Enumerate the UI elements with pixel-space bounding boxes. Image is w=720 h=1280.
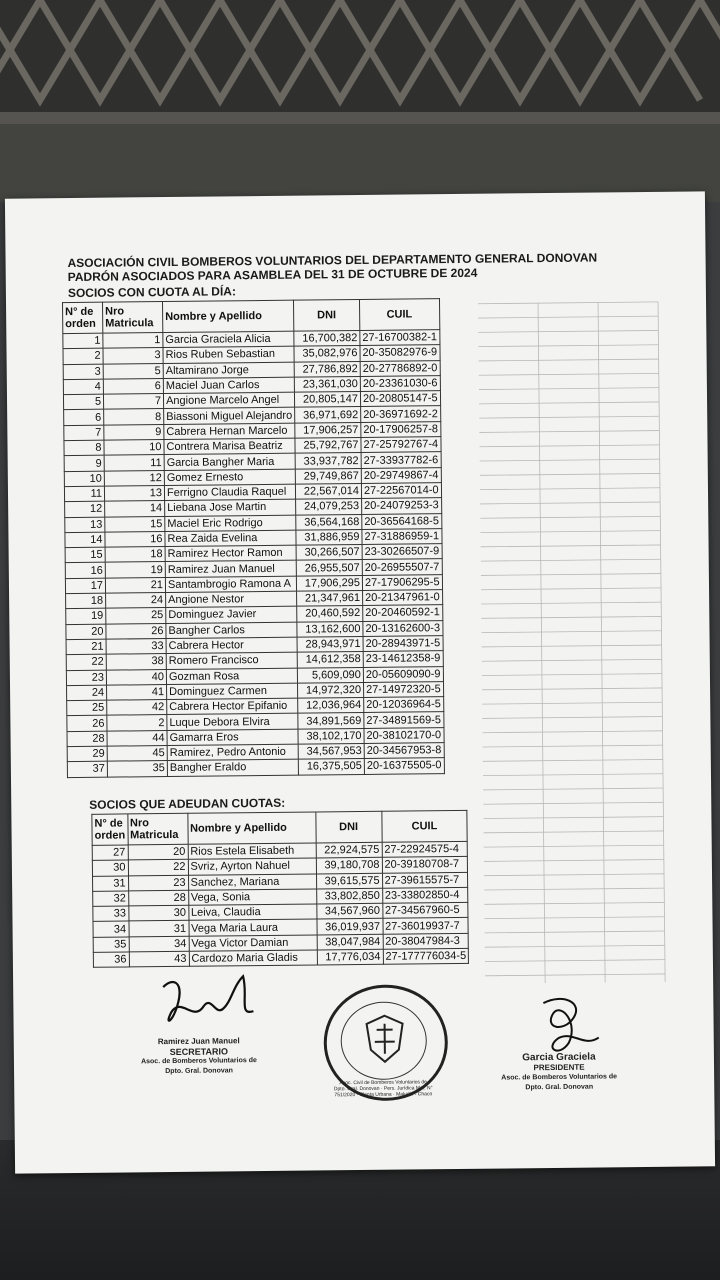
cell-cuil: 27-22924575-4 (382, 841, 468, 857)
table-row (67, 758, 444, 777)
cell-name: Biassoni Miguel Alejandro (164, 408, 295, 425)
faint-ruled-grid (478, 292, 685, 994)
cell-name: Vega, Sonia (188, 889, 316, 906)
org-title: ASOCIACIÓN CIVIL BOMBEROS VOLUNTARIOS DEL DEPARTAMENTO GENERAL DONOVAN (67, 250, 598, 271)
cell-dni: 5,609,090 (297, 667, 363, 683)
col-header-name: Nombre y Apellido (162, 300, 293, 332)
cell-cuil: 20-24079253-3 (362, 498, 442, 514)
cell-order: 24 (67, 685, 107, 701)
cell-order: 1 (63, 333, 103, 349)
cell-order: 36 (93, 952, 129, 968)
cell-dni: 36,019,937 (317, 919, 383, 935)
cell-name: Rios Ruben Sebastian (163, 346, 294, 363)
cell-dni: 38,102,170 (298, 728, 364, 744)
cell-matricula: 38 (106, 654, 166, 670)
cell-name: Cardozo Maria Gladis (189, 950, 317, 967)
cell-name: Ramirez, Pedro Antonio (167, 744, 298, 761)
cell-name: Bangher Carlos (166, 622, 297, 639)
cell-order: 8 (64, 440, 104, 456)
cell-name: Angione Marcelo Angel (163, 392, 294, 409)
cell-cuil: 20-16375505-0 (364, 758, 444, 774)
president-name: Garcia Graciela (522, 1051, 596, 1064)
cell-dni: 27,786,892 (294, 361, 360, 377)
cell-matricula: 1 (103, 333, 163, 349)
cell-order: 19 (66, 609, 106, 625)
cell-name: Vega Victor Damian (189, 935, 317, 952)
cell-matricula: 28 (128, 890, 188, 906)
metal-gate-background (0, 0, 720, 200)
cell-order: 12 (65, 501, 105, 517)
cell-order: 9 (64, 456, 104, 472)
cell-matricula: 11 (104, 455, 164, 471)
cell-name: Bangher Eraldo (167, 759, 298, 776)
cell-order: 5 (63, 394, 103, 410)
cell-matricula: 5 (103, 363, 163, 379)
cell-order: 20 (66, 624, 106, 640)
table-members-in-debt (91, 810, 469, 968)
cell-matricula: 34 (129, 936, 189, 952)
cell-cuil: 20-05609090-9 (363, 666, 443, 682)
cell-dni: 30,266,507 (296, 545, 362, 561)
cell-dni: 36,971,692 (295, 407, 361, 423)
cell-cuil: 20-35082976-9 (360, 345, 440, 361)
secretary-org: Asoc. de Bomberos Voluntarios de Dpto. Gral. Donovan (141, 1057, 257, 1076)
cell-cuil: 20-12036964-5 (364, 697, 444, 713)
cell-dni: 34,567,953 (298, 743, 364, 759)
cell-order: 23 (66, 670, 106, 686)
cell-order: 26 (67, 716, 107, 732)
cell-order: 37 (67, 761, 107, 777)
cell-name: Gozman Rosa (166, 668, 297, 685)
cell-name: Sanchez, Mariana (188, 874, 316, 891)
cell-order: 6 (64, 410, 104, 426)
cell-cuil: 27-17906295-5 (362, 574, 442, 590)
cell-cuil: 20-13162600-3 (363, 620, 443, 636)
cell-cuil: 20-29749867-4 (361, 467, 441, 483)
cell-order: 2 (63, 348, 103, 364)
handwritten-signature-left (153, 966, 264, 1047)
cell-cuil: 23-33802850-4 (382, 887, 468, 903)
cell-order: 10 (64, 471, 104, 487)
cell-dni: 17,906,257 (295, 422, 361, 438)
cell-order: 13 (65, 517, 105, 533)
document-title: PADRÓN ASOCIADOS PARA ASAMBLEA DEL 31 DE OCTUBRE DE 2024 (67, 265, 478, 285)
cell-dni: 24,079,253 (296, 499, 362, 515)
cell-order: 25 (67, 700, 107, 716)
cell-matricula: 40 (106, 669, 166, 685)
cell-dni: 17,776,034 (317, 949, 383, 965)
secretary-role: SECRETARIO (169, 1046, 229, 1058)
cell-matricula: 45 (107, 746, 167, 762)
cell-matricula: 43 (129, 951, 189, 967)
cell-dni: 25,792,767 (295, 438, 361, 454)
cell-order: 4 (63, 379, 103, 395)
table-row (93, 948, 468, 967)
cell-name: Cabrera Hernan Marcelo (164, 423, 295, 440)
cell-dni: 20,805,147 (294, 392, 360, 408)
president-role: PRESIDENTE (533, 1062, 585, 1073)
cell-dni: 20,460,592 (297, 606, 363, 622)
cell-cuil: 20-17906257-8 (361, 421, 441, 437)
cell-dni: 12,036,964 (298, 698, 364, 714)
cell-name: Gomez Ernesto (164, 469, 295, 486)
cell-matricula: 44 (107, 730, 167, 746)
cell-order: 15 (65, 547, 105, 563)
cell-dni: 28,943,971 (297, 636, 363, 652)
cell-cuil: 23-14612358-9 (363, 651, 443, 667)
signature-block-secretary (134, 1036, 264, 1077)
cell-cuil: 20-38047984-3 (383, 933, 469, 949)
col-header-dni: DNI (293, 299, 359, 331)
cell-dni: 35,082,976 (294, 346, 360, 362)
cell-dni: 22,924,575 (316, 842, 382, 858)
cell-cuil: 27-22567014-0 (361, 483, 441, 499)
cell-matricula: 20 (128, 844, 188, 860)
cell-order: 29 (67, 746, 107, 762)
cell-cuil: 27-25792767-4 (361, 437, 441, 453)
cell-cuil: 27-33937782-6 (361, 452, 441, 468)
table-header-row (92, 810, 468, 845)
cell-dni: 31,886,959 (296, 529, 362, 545)
cell-matricula: 10 (104, 440, 164, 456)
cell-order: 31 (93, 876, 129, 892)
cell-order: 7 (64, 425, 104, 441)
cell-name: Dominguez Javier (166, 607, 297, 624)
cell-name: Gamarra Eros (167, 729, 298, 746)
cell-order: 32 (93, 891, 129, 907)
cell-matricula: 25 (106, 608, 166, 624)
cell-matricula: 22 (128, 860, 188, 876)
stamp-text: Asoc. Civil de Bomberos Voluntarios de Dpto. Gral. Donovan · Pers. Jurídica Mat. N° 751/2020 · Planta Urbana · Makallé - Chaco (333, 1079, 433, 1099)
cell-order: 34 (93, 921, 129, 937)
section-title-in-debt: SOCIOS QUE ADEUDAN CUOTAS: (89, 795, 286, 812)
cell-name: Luque Debora Elvira (167, 714, 298, 731)
cell-name: Leiva, Claudia (188, 904, 316, 921)
cell-matricula: 24 (106, 593, 166, 609)
cell-order: 28 (67, 731, 107, 747)
cell-name: Cabrera Hector Epifanio (167, 698, 298, 715)
cell-matricula: 33 (106, 638, 166, 654)
cell-matricula: 2 (107, 715, 167, 731)
cell-cuil: 27-177776034-5 (383, 948, 469, 964)
cell-dni: 22,567,014 (295, 483, 361, 499)
cell-cuil: 27-34891569-5 (364, 712, 444, 728)
cell-order: 18 (66, 593, 106, 609)
cell-cuil: 20-27786892-0 (360, 360, 440, 376)
cell-matricula: 42 (107, 700, 167, 716)
cell-name: Liebana Jose Martin (165, 499, 296, 516)
cell-dni: 33,937,782 (295, 453, 361, 469)
secretary-name: Ramirez Juan Manuel (157, 1036, 240, 1047)
cell-order: 35 (93, 937, 129, 953)
cell-dni: 36,564,168 (296, 514, 362, 530)
cell-name: Contrera Marisa Beatriz (164, 438, 295, 455)
col-header-cuil: CUIL (381, 810, 467, 842)
cell-cuil: 20-26955507-7 (362, 559, 442, 575)
cell-matricula: 30 (128, 905, 188, 921)
cell-matricula: 31 (129, 921, 189, 937)
cell-cuil: 20-39180708-7 (382, 857, 468, 873)
cell-cuil: 20-20805147-5 (360, 391, 440, 407)
col-header-order: N° de orden (92, 814, 128, 845)
col-header-cuil: CUIL (359, 299, 439, 331)
cell-order: 3 (63, 364, 103, 380)
cell-dni: 38,047,984 (317, 934, 383, 950)
cell-cuil: 20-36971692-2 (361, 406, 441, 422)
cell-cuil: 20-34567953-8 (364, 743, 444, 759)
cell-matricula: 21 (105, 577, 165, 593)
cell-dni: 21,347,961 (297, 591, 363, 607)
cell-matricula: 16 (105, 531, 165, 547)
cell-name: Romero Francisco (166, 652, 297, 669)
cell-order: 17 (65, 578, 105, 594)
cell-name: Ramirez Hector Ramon (165, 545, 296, 562)
cell-dni: 14,972,320 (297, 682, 363, 698)
cell-dni: 29,749,867 (295, 468, 361, 484)
cell-dni: 16,375,505 (298, 759, 364, 775)
cell-matricula: 35 (107, 761, 167, 777)
cell-order: 30 (92, 860, 128, 876)
col-header-name: Nombre y Apellido (187, 812, 315, 844)
cell-name: Garcia Graciela Alicia (163, 331, 294, 348)
cell-cuil: 23-30266507-9 (362, 544, 442, 560)
cell-order: 27 (92, 845, 128, 861)
cell-dni: 17,906,295 (296, 575, 362, 591)
president-org: Asoc. de Bomberos Voluntarios de Dpto. Gral. Donovan (501, 1073, 618, 1092)
col-header-matricula: Nro Matricula (103, 302, 163, 334)
cell-order: 22 (66, 654, 106, 670)
col-header-matricula: Nro Matricula (127, 813, 187, 845)
table-header-row (63, 299, 440, 334)
cell-dni: 39,180,708 (316, 858, 382, 874)
cell-cuil: 20-28943971-5 (363, 636, 443, 652)
cell-matricula: 15 (105, 516, 165, 532)
cell-order: 11 (64, 486, 104, 502)
cell-name: Ramirez Juan Manuel (165, 561, 296, 578)
cell-matricula: 26 (106, 623, 166, 639)
shield-emblem-icon (362, 1014, 407, 1064)
cell-dni: 23,361,030 (294, 376, 360, 392)
cell-name: Rea Zaida Evelina (165, 530, 296, 547)
cell-name: Rios Estela Elisabeth (188, 843, 316, 860)
cell-matricula: 18 (105, 547, 165, 563)
cell-matricula: 12 (104, 470, 164, 486)
cell-cuil: 27-16700382-1 (360, 330, 440, 346)
cell-dni: 13,162,600 (297, 621, 363, 637)
cell-matricula: 41 (107, 684, 167, 700)
col-header-dni: DNI (315, 811, 381, 843)
cell-matricula: 9 (104, 424, 164, 440)
cell-name: Garcia Bangher Maria (164, 454, 295, 471)
cell-matricula: 13 (104, 486, 164, 502)
cell-name: Santambrogio Ramona A (165, 576, 296, 593)
cell-order: 21 (66, 639, 106, 655)
cell-name: Ferrigno Claudia Raquel (164, 484, 295, 501)
cell-cuil: 27-36019937-7 (383, 918, 469, 934)
cell-matricula: 23 (128, 875, 188, 891)
cell-dni: 39,615,575 (316, 873, 382, 889)
cell-matricula: 14 (105, 501, 165, 517)
cell-cuil: 20-36564168-5 (362, 513, 442, 529)
section-title-up-to-date: SOCIOS CON CUOTA AL DÍA: (67, 284, 236, 301)
cell-name: Dominguez Carmen (167, 683, 298, 700)
col-header-order: N° de orden (63, 302, 103, 333)
cell-matricula: 6 (103, 378, 163, 394)
cell-cuil: 20-38102170-0 (364, 727, 444, 743)
cell-dni: 34,891,569 (298, 713, 364, 729)
cell-dni: 16,700,382 (294, 330, 360, 346)
cell-dni: 33,802,850 (316, 888, 382, 904)
cell-cuil: 20-21347961-0 (363, 590, 443, 606)
cell-order: 16 (65, 563, 105, 579)
cell-name: Altamirano Jorge (163, 362, 294, 379)
signature-block-president (494, 1052, 624, 1093)
cell-matricula: 7 (103, 394, 163, 410)
cell-cuil: 20-20460592-1 (363, 605, 443, 621)
cell-cuil: 27-39615575-7 (382, 872, 468, 888)
cell-cuil: 20-23361030-6 (360, 376, 440, 392)
document-header (68, 250, 668, 284)
cell-matricula: 3 (103, 348, 163, 364)
cell-order: 33 (93, 906, 129, 922)
cell-dni: 14,612,358 (297, 652, 363, 668)
cell-name: Angione Nestor (166, 591, 297, 608)
cell-matricula: 19 (105, 562, 165, 578)
cell-matricula: 8 (104, 409, 164, 425)
official-seal-stamp (323, 984, 448, 1101)
cell-cuil: 27-34567960-5 (382, 903, 468, 919)
cell-order: 14 (65, 532, 105, 548)
posted-document-sheet (5, 191, 715, 1173)
table-members-up-to-date (62, 298, 445, 778)
cell-dni: 34,567,960 (316, 903, 382, 919)
cell-name: Cabrera Hector (166, 637, 297, 654)
cell-name: Maciel Eric Rodrigo (165, 515, 296, 532)
cell-dni: 26,955,507 (296, 560, 362, 576)
cell-name: Svriz, Ayrton Nahuel (188, 858, 316, 875)
cell-cuil: 27-14972320-5 (363, 681, 443, 697)
cell-cuil: 27-31886959-1 (362, 528, 442, 544)
cell-name: Maciel Juan Carlos (163, 377, 294, 394)
cell-name: Vega Maria Laura (189, 919, 317, 936)
